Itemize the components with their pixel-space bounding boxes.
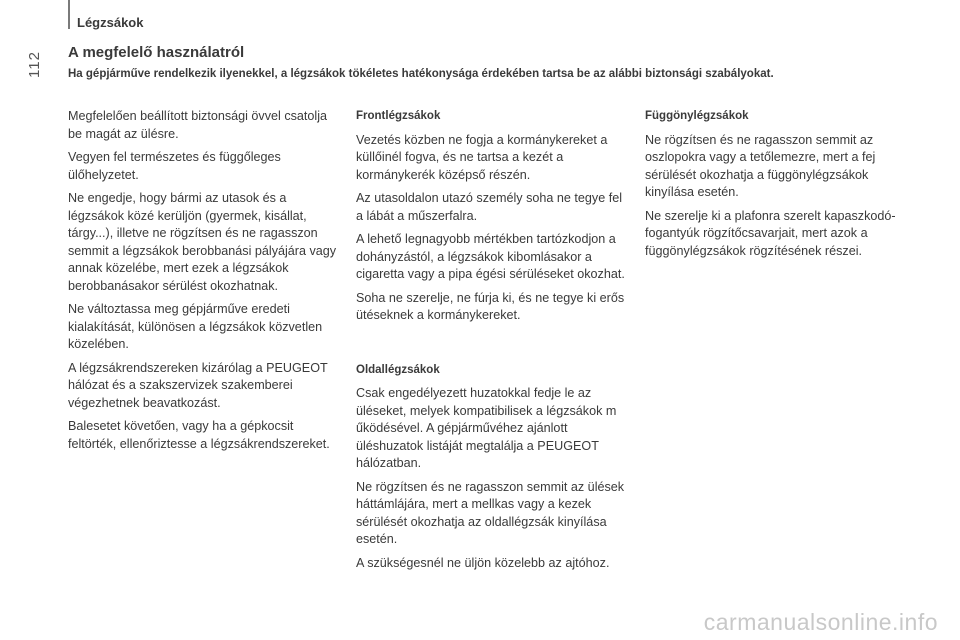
paragraph: Csak engedélyezett huzatokkal fedje le az üléseket, melyek kompatibilisek a légzsákok m űködésével. A gépjárművéhez ajánlott üléshuzatok listáját megtalálja a PEUGEOT hálózatban. [356,386,617,470]
section-accent-bar [68,0,70,29]
column-curtain-airbags [645,108,910,266]
column-general-rules [68,108,338,459]
paragraph: A lehető legnagyobb mértékben tartózkodjon a dohányzástól, a légzsákok kibomlásakor a cigaretta vagy a pipa égési sérüléseket okozhat. [356,232,625,281]
paragraph: Megfelelően beállított biztonsági övvel csatolja be magát az ülésre. [68,109,328,141]
paragraph: Ne rögzítsen és ne ragasszon semmit az ülések háttámlájára, mert a mellkas vagy a kezek sérülését okozhatja az oldallégzsák kinyílása esetén. [356,479,625,546]
paragraph: Ne változtassa meg gépjárműve eredeti kialakítását, különösen a légzsákok közvetlen közelében. [68,302,323,351]
paragraph: A légzsákrendszereken kizárólag a PEUGEOT hálózat és a szakszervizek szakemberei végezhetnek beavatkozást. [68,360,328,410]
column-front-side-airbags [356,108,632,578]
front-airbags-heading: Frontlégzsákok [356,110,441,122]
curtain-airbags-heading: Függönylégzsákok [645,110,749,122]
paragraph: Ne szerelje ki a plafonra szerelt kapaszkodó-fogantyúk rögzítőcsavarjait, mert azok a függönylégzsákok rögzítésének részei. [645,208,896,258]
paragraph: Vegyen fel természetes és függőleges ülőhelyzetet. [68,150,281,182]
paragraph: A szükségesnél ne üljön közelebb az ajtóhoz. [356,555,610,570]
paragraph: Ne rögzítsen és ne ragasszon semmit az oszlopokra vagy a tetőlemezre, mert a fej sérülését okozhatja a függönylégzsákok kinyílása esetén. [645,132,876,199]
intro-text: Ha gépjárműve rendelkezik ilyenekkel, a légzsákok tökéletes hatékonysága érdekében tartsa be az alábbi biztonsági szabályokat. [68,68,774,80]
paragraph: Vezetés közben ne fogja a kormánykereket a küllőinél fogva, és ne tartsa a kezét a kormánykerék középső részén. [356,132,608,182]
paragraph: Soha ne szerelje, ne fúrja ki, és ne tegye ki erős ütéseknek a kormánykereket. [356,290,625,322]
side-airbags-heading: Oldallégzsákok [356,363,440,376]
section-header: Légzsákok [77,15,144,30]
page-number: 112 [26,51,43,78]
spacer [356,331,632,362]
paragraph: Ne engedje, hogy bármi az utasok és a légzsákok közé kerüljön (gyermek, kisállat, tárgy...), illetve ne rögzítsen és ne ragasszon semmit a légzsákok berobbanási pályájára vagy annak közelébe, mert ezek a légzsákok berobbanásakor sérülést okozhatnak. [68,191,337,293]
paragraph: Az utasoldalon utazó személy soha ne tegye fel a lábát a műszerfalra. [356,191,623,223]
page-title: A megfelelő használatról [68,44,245,61]
paragraph: Balesetet követően, vagy ha a gépkocsit feltörték, ellenőriztesse a légzsákrendszereket. [68,419,330,451]
watermark: carmanualsonline.info [703,609,938,635]
